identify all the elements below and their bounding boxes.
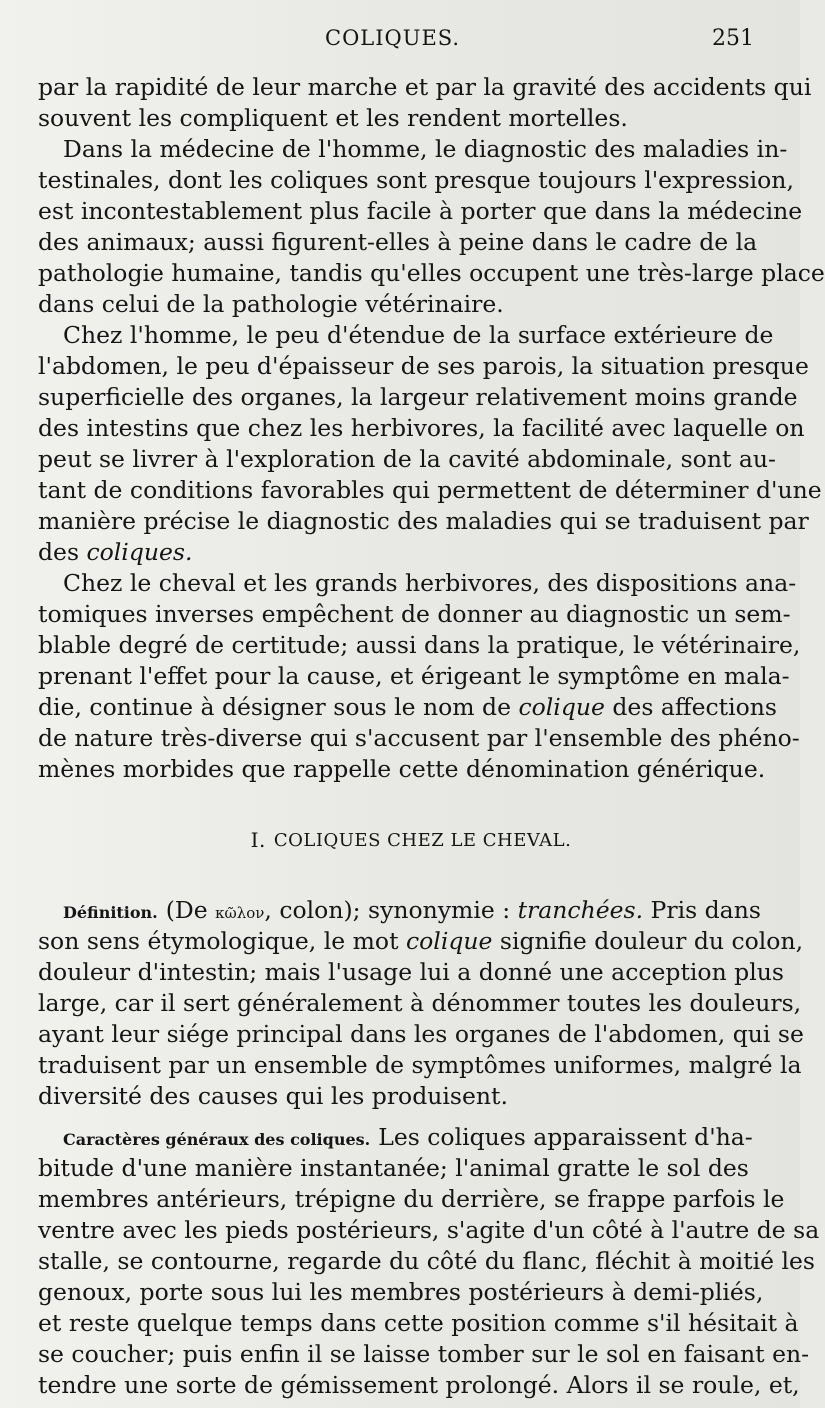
italic-term: coliques.: [86, 538, 193, 566]
text-line: est incontestablement plus facile à porter que dans la médecine: [38, 197, 803, 225]
text-span: die, continue à désigner sous le nom de: [38, 693, 519, 721]
text-line: dans celui de la pathologie vétérinaire.: [38, 290, 504, 318]
text-line: peut se livrer à l'exploration de la cavité abdominale, sont au-: [38, 445, 776, 473]
caracteres-paragraph: [38, 1122, 820, 1401]
paragraph: [38, 72, 812, 134]
text-line: manière précise le diagnostic des maladies qui se traduisent par: [38, 507, 809, 535]
text-span: signifie douleur du colon,: [492, 927, 804, 955]
text-line: ayant leur siége principal dans les organes de l'abdomen, qui se: [38, 1020, 804, 1048]
text-span: des affections: [604, 693, 777, 721]
text-line: l'abdomen, le peu d'épaisseur de ses parois, la situation presque: [38, 352, 809, 380]
text-line: testinales, dont les coliques sont presque toujours l'expression,: [38, 166, 794, 194]
text-span: des: [38, 538, 87, 566]
text-line: [38, 895, 764, 926]
text-line: douleur d'intestin; mais l'usage lui a donné une acception plus: [38, 958, 784, 986]
text-line: [38, 926, 804, 957]
text-span: (De: [165, 896, 216, 924]
text-line: genoux, porte sous lui les membres postérieurs à demi-pliés,: [38, 1278, 764, 1306]
text-line: des animaux; aussi figurent-elles à peine dans le cadre de la: [38, 228, 758, 256]
italic-term: colique: [406, 927, 493, 955]
text-line: par la rapidité de leur marche et par la gravité des accidents qui: [38, 73, 812, 101]
text-line: superficielle des organes, la largeur relativement moins grande: [38, 383, 798, 411]
run-in-heading: Définition.: [63, 903, 158, 922]
section-heading: [38, 785, 764, 895]
text-line: et reste quelque temps dans cette position comme s'il hésitait à: [38, 1309, 799, 1337]
text-span: Pris dans: [643, 896, 761, 924]
text-line: pathologie humaine, tandis qu'elles occupent une très-large place: [38, 259, 825, 287]
text-line: blable degré de certitude; aussi dans la pratique, le vétérinaire,: [38, 631, 801, 659]
text-line: prenant l'effet pour la cause, et érigeant le symptôme en mala-: [38, 662, 790, 690]
text-line: Chez l'homme, le peu d'étendue de la surface extérieure de: [63, 321, 774, 349]
text-line: [38, 692, 777, 723]
text-line: [38, 1122, 764, 1153]
body-text: [38, 72, 825, 1401]
text-line: traduisent par un ensemble de symptômes uniformes, malgré la: [38, 1051, 802, 1079]
paragraph-gap: [38, 1112, 764, 1122]
text-line: ventre avec les pieds postérieurs, s'agite d'un côté à l'autre de sa: [38, 1216, 820, 1244]
text-line: tomiques inverses empêchent de donner au diagnostic un sem-: [38, 600, 791, 628]
text-line: mènes morbides que rappelle cette dénomination générique.: [38, 755, 766, 783]
section-number: I.: [250, 828, 266, 852]
text-span: , colon); synonymie :: [264, 896, 518, 924]
text-line: des intestins que chez les herbivores, la facilité avec laquelle on: [38, 414, 805, 442]
text-line: Dans la médecine de l'homme, le diagnostic des maladies in-: [63, 135, 788, 163]
running-head: COLIQUES.: [325, 26, 461, 50]
text-line: tant de conditions favorables qui permettent de déterminer d'une: [38, 476, 822, 504]
text-line: bitude d'une manière instantanée; l'animal gratte le sol des: [38, 1154, 749, 1182]
paragraph: [38, 134, 825, 320]
text-line: [38, 537, 764, 568]
text-line: large, car il sert généralement à dénommer toutes les douleurs,: [38, 989, 802, 1017]
text-line: se coucher; puis enfin il se laisse tomber sur le sol en faisant en-: [38, 1340, 810, 1368]
paragraph: [38, 320, 822, 568]
italic-term: colique: [518, 693, 605, 721]
definition-paragraph: [38, 895, 804, 1112]
text-line: de nature très-diverse qui s'accusent par l'ensemble des phéno-: [38, 724, 800, 752]
page-number: 251: [712, 26, 754, 51]
text-line: diversité des causes qui les produisent.: [38, 1082, 508, 1110]
greek-word: κῶλον: [215, 904, 265, 922]
text-span: son sens étymologique, le mot: [38, 927, 406, 955]
text-line: stalle, se contourne, regarde du côté du flanc, fléchit à moitié les: [38, 1247, 815, 1275]
text-span: Les coliques apparaissent d'ha-: [378, 1123, 753, 1151]
paragraph: [38, 568, 801, 785]
text-line: souvent les compliquent et les rendent mortelles.: [38, 104, 628, 132]
text-line: Chez le cheval et les grands herbivores, des dispositions ana-: [63, 569, 797, 597]
section-title: COLIQUES CHEZ LE CHEVAL.: [273, 829, 572, 851]
page-header: [0, 18, 800, 58]
text-line: tendre une sorte de gémissement prolongé. Alors il se roule, et,: [38, 1371, 800, 1399]
run-in-heading: Caractères généraux des coliques.: [63, 1130, 371, 1149]
italic-term: tranchées.: [517, 896, 644, 924]
text-line: membres antérieurs, trépigne du derrière, se frappe parfois le: [38, 1185, 785, 1213]
